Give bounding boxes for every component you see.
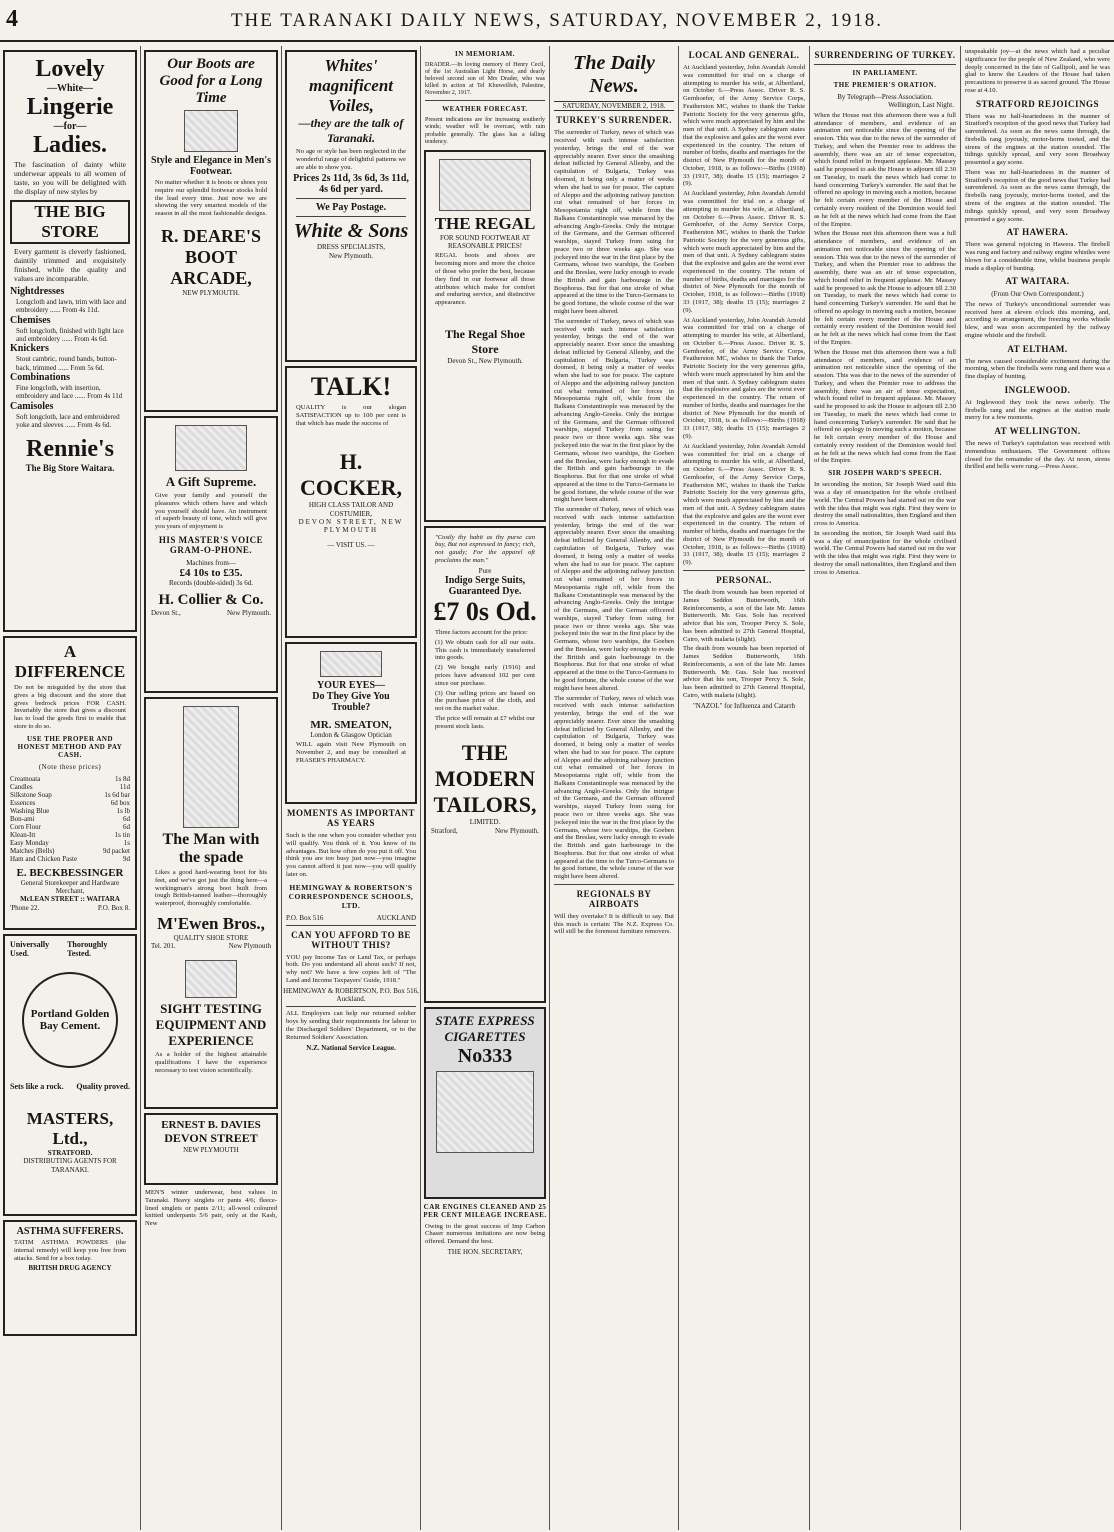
price-row <box>10 791 130 799</box>
asthma-agency: BRITISH DRUG AGENCY <box>28 1264 112 1273</box>
local-title: LOCAL AND GENERAL. <box>688 50 800 60</box>
masters-name: MASTERS, Ltd., <box>26 1109 114 1148</box>
regal-sub: FOR SOUND FOOTWEAR AT REASONABLE PRICES! <box>439 233 531 251</box>
item-desc: Stout cambric, round bands, button-back, trimmed ...... From 5s 6d. <box>16 355 117 372</box>
item-desc: Soft longcloth, lace and embroidered yoke and sleeves ...... From 4s 6d. <box>16 412 120 430</box>
weather-title: WEATHER FORECAST. <box>442 105 528 114</box>
item-desc: Soft longcloth, finished with light lace and embroidery ...... From 4s 6d. <box>16 326 124 343</box>
masters-agents: DISTRIBUTING AGENTS FOR TARANAKI. <box>23 1157 117 1174</box>
intro-body: unspeakable joy—at the news which had a peculiar significance for the people of New Zealand, who were deeply concerned in the fate of Gallipoli, and he was glad to know the Leaders of the House had taken precautions to preserve it as sacred ground. The House rose at 4.10. <box>965 48 1110 94</box>
wellington-title: AT WELLINGTON. <box>994 426 1081 437</box>
local-body: At Auckland yesterday, John Avandah Arnold was committed for trial on a charge of attempting to murder his wife, at Albertland, on October 6.—Press Assoc. Driver R. S. Gernhoefer, of the Army Service Corps, Featherston MC, wishes to thank the Turkie Patriotic Society for the very generous gifts, which were much appreciated by him and the men of that unit. A Sydney cablegram states that the explosive and gales are the worst ever experienced in the country. The return of number of births, deaths and marriages for the district of New Plymouth for the month of October, 1918, is as follows:—Births (1918) 33 (1917, 38); deaths 15 (15); marriages 2 (9). <box>683 316 805 440</box>
regal-title: THE REGAL <box>434 213 536 233</box>
stratford-title: STRATFORD REJOICINGS <box>975 98 1100 109</box>
price-item: Corn Flour <box>10 822 41 831</box>
asthma-title: ASTHMA SUFFERERS. <box>16 1226 124 1237</box>
hemingway-name: HEMINGWAY & ROBERTSON'S CORRESPONDENCE SCHOOLS, LTD. <box>288 882 414 910</box>
three-factors: Three factors account for the price: <box>435 629 528 637</box>
price-row <box>10 807 130 815</box>
eyes-sub: Do They Give You Trouble? <box>312 691 390 713</box>
regionals-title: REGIONALS BY AIRBOATS <box>576 888 652 909</box>
waitara-sub: (From Our Own Correspondent.) <box>991 290 1084 299</box>
beckbessinger-phone: 'Phone 22. <box>10 903 40 912</box>
asthma-ad <box>3 1220 137 1336</box>
surrender-body: When the House met this afternoon there was a full attendance of members, and evidence of an animation not noticeable since the opening of the session. This was due to the news of the surrender of Turkey, and when the Premier rose to address the assembly, there was an air of tense expectation, which found relief in frequent applause. Mr. Massey said he proposed to ask the House to adjourn till 2.30 on Tuesday, to mark the news which had come to hand concerning Turkey's surrender. He said that he offered no apology in moving such a motion, because he felt certain every member of the House and certainly every resident of the Dominion would feel as he felt at the news which had come from the East of the Empire. <box>814 111 956 228</box>
price-note: The price will remain at £7 whilst our present stock lasts. <box>435 714 535 730</box>
boots-style: Style and Elegance in Men's Footwear. <box>151 155 272 177</box>
surrender-body: When the House met this afternoon there was a full attendance of members, and evidence of an animation not noticeable since the opening of the session. This was due to the news of the surrender of Turkey, and when the Premier rose to address the assembly, there was an air of tense expectation, which found relief in frequent applause. Mr. Massey said he proposed to ask the House to adjourn till 2.30 on Tuesday, to mark the news which had come to hand concerning Turkey's surrender. He said that he offered no apology in moving such a motion, because he felt certain every member of the House and certainly every resident of the Dominion would feel as he felt at the news which had come from the East of the Empire. <box>814 230 956 346</box>
item-name: Camisoles <box>10 400 54 412</box>
personal-body: The death from wounds has been reported of James Seddon Butterworth, 16th Reinforcements, a son of the late Mr. James Butterworth. Mr. Gus. Sole has received advice that his son, Trooper Percy S. Sole, has been admitted to 27th General Hospital, Cairo, with malaria (slight). <box>683 645 805 699</box>
shoe-illustration-icon <box>439 159 531 211</box>
date-line: SATURDAY, NOVEMBER 2, 1918. <box>554 101 674 111</box>
afford-body: YOU pay Income Tax or Land Tax, or perhaps both. Do you understand all about such? If not, why not? We have a few copies left of "The Land and Income Taxpayers' Guide, 1918." <box>286 953 416 984</box>
price-value: 1s tin <box>114 830 130 839</box>
smeaton-body: WILL again visit New Plymouth on November 2, and may be consulted at FRASER'S PHARMACY. <box>296 741 406 764</box>
suit-price: £7 0s Od. <box>433 597 537 627</box>
state-express-number: No333 <box>457 1044 513 1067</box>
difference-body: Do not be misguided by the store that gives a big discount and the store that gives bedrock prices FOR CASH. Invariably the store that gives a discount has to load the goods first to enable that store to do so. <box>14 684 126 730</box>
column-6 <box>679 46 810 1530</box>
price-row <box>10 839 130 847</box>
cigarette-tin-icon <box>436 1071 534 1153</box>
hawera-title: AT HAWERA. <box>1006 227 1069 238</box>
mens-underwear: MEN'S winter underwear, best values in Taranaki. Heavy singlets or pants 4/6; fleece-lined singlets or pants 2/11; all-wool coloured knitted underpants 5/6 pair, only at the Kash, New <box>145 1189 277 1228</box>
visit-us: — VISIT US. — <box>327 540 375 549</box>
hemingway-box: P.O. Box 516 <box>286 913 324 922</box>
masthead-title: THE TARANAKI DAILY NEWS, SATURDAY, NOVEMBER 2, 1918. <box>230 10 884 31</box>
cement-bottom-left: Sets like a rock. <box>10 1082 64 1091</box>
factor-item: (1) We obtain cash for all our suits. This cash is immediately transferred into goods. <box>435 638 535 662</box>
lingerie-heading-3: Lingerie <box>26 94 114 120</box>
afford-title: CAN YOU AFFORD TO BE WITHOUT THIS? <box>291 929 411 950</box>
eyes-title: YOUR EYES— <box>316 680 386 691</box>
item-name: Combinations <box>10 372 71 384</box>
boots-title: Our Boots are Good for a Long Time <box>159 56 263 106</box>
editorial-body: The surrender of Turkey, news of which was received with such intense satisfaction yesterday, brings the end of the war appreciably nearer. Ever since the smashing defeat inflicted by General Allenby, and the capitulation of Bulgaria, Turkey was doomed, it being only a matter of weeks when she had to sue for peace. The capture of Aleppo and the adjoining railway junction cut what remained of her forces in Mesopotamia right off, while from the Balkans Constantinople was menaced by the advancing Anglo-Greeks. Only the intrigue of the Germans, and the German officered warships, stayed Turkey from suing for peace two or three weeks ago. She was jockeyed into the war in the first place by the Germans, whose two warships, the Goeben and the Breslau, were lucky enough to evade the British and gain harbourage in the Bosphorus. But for that one stroke of what appeared at the time to the Turco-Germans to be good fortune, the whole course of the war might have been altered. <box>554 694 674 881</box>
modern-name: THE MODERN TAILORS, <box>433 740 537 818</box>
difference-ad <box>3 636 137 930</box>
item-desc: Fine longcloth, with insertion, embroidery and lace ...... From 4s 11d <box>16 384 123 401</box>
costly-quote: "Costly thy habit as thy purse can buy, But not expressed in fancy; rich, not gaudy; For the apparel oft proclaims the man." <box>435 533 535 564</box>
spade-body: Likes a good hard-wearing boot for his feet, and we've got just the thing here—a workingman's strong boot built from tough British-tanned leather—thoroughly waterproof, thoroughly comfortable. <box>155 869 267 908</box>
editorial-title: TURKEY'S SURRENDER. <box>555 115 673 126</box>
moments-title: MOMENTS AS IMPORTANT AS YEARS <box>286 808 416 828</box>
local-body: At Auckland yesterday, John Avandah Arnold was committed for trial on a charge of attempting to murder his wife, at Albertland, on October 6.—Press Assoc. Driver R. S. Gernhoefer, of the Army Service Corps, Featherston MC, wishes to thank the Turkie Patriotic Society for the very generous gifts, which were much appreciated by him and the men of that unit. A Sydney cablegram states that the explosive and gales are the worst ever experienced in the country. The return of number of births, deaths and marriages for the district of New Plymouth for the month of October, 1918, is as follows:—Births (1918) 33 (1917, 38); deaths 15 (15); marriages 2 (9). <box>683 190 805 314</box>
regal-ad <box>424 150 546 522</box>
factor-item: (2) We bought early (1916) and prices have advanced 102 per cent since our purchase. <box>435 664 535 687</box>
gift-body: Give your family and yourself the pleasures which others have and which you yourself should have. An instrument of superb beauty of tone, which will give you years of enjoyment is <box>155 492 267 531</box>
item-name: Chemises <box>10 314 51 326</box>
cocker-sub: HIGH CLASS TAILOR AND COSTUMIER, <box>308 501 394 518</box>
mewen-name: M'Ewen Bros., <box>157 913 265 933</box>
lingerie-ad <box>3 50 137 632</box>
price-value: 11d <box>119 782 130 791</box>
state-express-name: STATE EXPRESS CIGARETTES <box>435 1012 535 1044</box>
weather-body: Present indications are for increasing southerly winds; weather will be overcast, with rain probable generally. The glass has a falling tendency. <box>425 117 545 145</box>
voiles-title: Whites' magnificent Voiles, <box>308 56 394 115</box>
price-row <box>10 855 130 863</box>
deare-name: R. DEARE'S BOOT ARCADE, <box>160 225 262 288</box>
oration-heading: THE PREMIER'S ORATION. <box>833 81 937 89</box>
column-3 <box>282 46 421 1530</box>
price-item: Washing Blue <box>10 806 50 815</box>
deare-town: NEW PLYMOUTH. <box>182 288 240 297</box>
moments-body: Such is the one when you consider whether you will qualify. You think of it. You know of its advantages. But how often do you put it off. You think you are too busy just now—you imagine you cannot afford it just now—you will qualify later on. <box>286 832 416 878</box>
personal-body: The death from wounds has been reported of James Seddon Butterworth, 16th Reinforcements, a son of the late Mr. James Butterworth. Mr. Gus. Sole has received advice that his son, Trooper Percy S. Sole, has been admitted to 27th General Hospital, Cairo, with malaria (slight). <box>683 589 805 643</box>
modern-left: Stratford, <box>431 826 458 835</box>
item-name: Nightdresses <box>10 285 65 297</box>
price-value: 6d box <box>110 798 130 807</box>
eye-icon <box>185 960 237 998</box>
machines-price: £4 10s to £35. <box>179 567 243 580</box>
spade-ad <box>144 697 278 1109</box>
collier-addr-right: New Plymouth. <box>227 608 271 617</box>
gramophone-name: HIS MASTER'S VOICE GRAM-O-PHONE. <box>158 534 264 555</box>
hemingway-footer: HEMINGWAY & ROBERTSON, P.O. Box 516, Auckland. <box>283 986 419 1004</box>
cement-name: Portland Golden Bay Cement. <box>30 1008 110 1032</box>
cement-top <box>10 940 130 958</box>
state-express-ad <box>424 1007 546 1199</box>
waitara-body: The news of Turkey's unconditional surrender was received here at eleven o'clock this morning, and, according to arrangement, the freezing works whistle blew, and was soon accompanied by the railway engine whistle and the firebell. <box>965 300 1110 339</box>
column-8 <box>961 46 1114 1530</box>
gramophone-ad <box>144 416 278 693</box>
regionals-body: Will they overtake? It is difficult to say. But this much is certain: The N.Z. Express Co. will still be the foremost furniture removers. <box>554 912 674 936</box>
inglewood-title: INGLEWOOD. <box>1004 384 1071 395</box>
pure-label: Pure <box>478 566 492 575</box>
price-value: 6d <box>123 822 130 831</box>
surrender-body: When the House met this afternoon there was a full attendance of members, and evidence of an animation not noticeable since the opening of the session. This was due to the news of the surrender of Turkey, and when the Premier rose to address the assembly, there was an air of tense expectation, which found relief in frequent applause. Mr. Massey said he proposed to ask the House to adjourn till 2.30 on Tuesday, to mark the news which had come to hand concerning Turkey's surrender. He said that he offered no apology in moving such a motion, because he felt certain every member of the House and certainly every resident of the Dominion would feel as he felt at the news which had come from the East of the Empire. <box>814 348 956 465</box>
cocker-ad <box>285 366 417 638</box>
price-value: 9d <box>123 854 130 863</box>
davies-name: ERNEST B. DAVIES <box>161 1119 261 1131</box>
voiles-sub: —they are the talk of Taranaki. <box>298 116 404 145</box>
gift-title: A Gift Supreme. <box>165 474 257 489</box>
mewen-tel: Tel. 201. <box>151 942 176 951</box>
eltham-body: The news caused considerable excitement during the morning, when the firebells were rung and there was a fine display of bunting. <box>965 357 1110 381</box>
price-row <box>10 799 130 807</box>
column-5 <box>550 46 679 1530</box>
personal-title: PERSONAL. <box>716 575 772 585</box>
price-list <box>10 775 130 863</box>
white-sons-logo: White & Sons <box>293 220 409 243</box>
cement-ad <box>3 934 137 1216</box>
hemingway-contact <box>286 914 416 922</box>
price-row <box>10 815 130 823</box>
lingerie-item <box>10 401 130 430</box>
price-item: Bon-ami <box>10 814 35 823</box>
by-telegraph: By Telegraph—Press Association. <box>837 93 933 101</box>
column-4 <box>421 46 550 1530</box>
price-row <box>10 831 130 839</box>
talk-title: TALK! <box>310 372 392 401</box>
local-body: At Auckland yesterday, John Avandah Arnold was committed for trial on a charge of attempting to murder his wife, at Albertland, on October 6.—Press Assoc. Driver R. S. Gernhoefer, of the Army Service Corps, Featherston MC, wishes to thank the Turkie Patriotic Society for the very generous gifts, which were much appreciated by him and the men of that unit. A Sydney cablegram states that the explosive and gales are the worst ever experienced in the country. The return of number of births, deaths and marriages for the district of New Plymouth for the month of October, 1918, is as follows:—Births (1918) 33 (1917, 38); deaths 15 (15); marriages 2 (9). <box>683 64 805 188</box>
spade-title: The Man with the spade <box>162 831 260 866</box>
price-row <box>10 847 130 855</box>
parliament-heading: IN PARLIAMENT. <box>852 69 918 77</box>
ward-body: In seconding the motion, Sir Joseph Ward said this was a day of emancipation for the whole civilised world. The Central Powers had started out on the war with the idea that might was right. First they were to destroy the small nationalities, then England and then cross to America. <box>814 481 956 528</box>
sight-title: SIGHT TESTING EQUIPMENT AND EXPERIENCE <box>155 1001 267 1049</box>
price-item: Creamoata <box>10 774 41 783</box>
talk-body: QUALITY is our slogan SATISFACTION up to 100 per cent is that which has made the success of <box>296 404 406 427</box>
price-item: Silkstone Soap <box>10 790 52 799</box>
collier-addr-left: Devon St., <box>151 608 181 617</box>
big-store-note: Every garment is cleverly fashioned, daintily trimmed and exquisitely finished, while the quality and values are incomparable. <box>14 247 126 283</box>
asthma-body: TATIM ASTHMA POWDERS (the internal remedy) will keep you free from attacks. Send for a box today. <box>14 1239 126 1262</box>
local-body: At Auckland yesterday, John Avandah Arnold was committed for trial on a charge of attempting to murder his wife, at Albertland, on October 6.—Press Assoc. Driver R. S. Gernhoefer, of the Army Service Corps, Featherston MC, wishes to thank the Turkie Patriotic Society for the very generous gifts, which were much appreciated by him and the men of that unit. A Sydney cablegram states that the explosive and gales are the worst ever experienced in the country. The return of number of births, deaths and marriages for the district of New Plymouth for the month of October, 1918, is as follows:—Births (1918) 33 (1917, 38); deaths 15 (15); marriages 2 (9). <box>683 442 805 567</box>
price-value: 9d packet <box>102 846 130 855</box>
boots-body: No matter whether it is boots or shoes you require our splendid footwear stocks hold the lead every time. Just now we are showing the very smartest models of the season in all the most fashionable designs. <box>155 179 267 218</box>
records-price: Records (double-sided) 3s 6d. <box>169 579 253 588</box>
stratford-body: There was no half-heartedness in the manner of Stratford's reception of the good news that Turkey had surrendered. As soon as the news came through, the firebells rang joyously, motor-horns tooted, and the sirens of the engines at the station sounded. The tidings quickly spread, and very soon Broadway presented a gay scene. <box>965 168 1110 223</box>
lingerie-item <box>10 286 130 315</box>
price-value: 1s <box>123 838 130 847</box>
rennies-logo: Rennie's <box>25 435 114 462</box>
cement-top-left: Universally Used. <box>10 940 50 958</box>
difference-title: A DIFFERENCE <box>14 642 126 681</box>
cement-top-right: Thoroughly Tested. <box>67 940 108 958</box>
price-row <box>10 775 130 783</box>
cocker-name: H. COCKER, <box>299 449 403 501</box>
optician-ad <box>285 642 417 804</box>
editorial-body: The surrender of Turkey, news of which was received with such intense satisfaction yesterday, brings the end of the war appreciably nearer. Ever since the smashing defeat inflicted by General Allenby, and the capitulation of Bulgaria, Turkey was doomed, it being only a matter of weeks when she had to sue for peace. The capture of Aleppo and the adjoining railway junction cut what remained of her forces in Mesopotamia right off, while from the Balkans Constantinople was menaced by the advancing Anglo-Greeks. Only the intrigue of the Germans, and the German officered warships, stayed Turkey from suing for peace two or three weeks ago. She was jockeyed into the war in the first place by the Germans, whose two warships, the Goeben and the Breslau, were lucky enough to evade the British and gain harbourage in the Bosphorus. But for that one stroke of what appeared at the time to the Turco-Germans to be good fortune, the whole course of the war might have been altered. <box>554 129 674 315</box>
lingerie-heading-1: Lovely <box>35 56 105 82</box>
smeaton-name: MR. SMEATON, <box>310 719 392 731</box>
lingerie-heading-5: Ladies. <box>32 132 107 158</box>
editorial-body: The surrender of Turkey, news of which was received with such intense satisfaction yesterday, brings the end of the war appreciably nearer. Ever since the smashing defeat inflicted by General Allenby, and the capitulation of Bulgaria, Turkey was doomed, it being only a matter of weeks when she had to sue for peace. The capture of Aleppo and the adjoining railway junction cut what remained of her forces in Mesopotamia right off, while from the Balkans Constantinople was menaced by the advancing Anglo-Greeks. Only the intrigue of the Germans, and the German officered warships, stayed Turkey from suing for peace two or three weeks ago. She was jockeyed into the war in the first place by the Germans, whose two warships, the Goeben and the Breslau, were lucky enough to evade the British and gain harbourage in the Bosphorus. But for that one stroke of what appeared at the time to the Turco-Germans to be good fortune, the whole course of the war might have been altered. <box>554 506 674 692</box>
worker-illustration-icon <box>183 706 239 828</box>
voiles-body: No age or style has been neglected in the wonderful range of delightful patterns we are able to show you. <box>296 148 406 171</box>
engines-body: Owing to the great success of Imp Carbon Chaser numerous imitations are now being offered. Demand the best. <box>425 1222 545 1246</box>
cement-circle <box>22 972 118 1068</box>
surrender-title: SURRENDERING OF TURKEY. <box>814 50 956 60</box>
davies-town: NEW PLYMOUTH <box>183 1146 239 1154</box>
inglewood-body: At Inglewood they took the news soberly. The firebells rang and the engines at the station made merry for a few moments. <box>965 398 1110 422</box>
hon-secretary: THE HON. SECRETARY, <box>447 1248 523 1256</box>
modern-right: New Plymouth. <box>495 826 539 835</box>
ward-body: In seconding the motion, Sir Joseph Ward said this was a day of emancipation for the whole civilised world. The Central Powers had started out on the war with the idea that might was right. First they were to destroy the small nationalities, then England and then cross to America. <box>814 529 956 576</box>
price-value: 1s 6d bar <box>104 790 130 799</box>
column-2 <box>141 46 282 1530</box>
column-1 <box>0 46 141 1530</box>
boot-illustration-icon <box>184 110 238 152</box>
voiles-prices: Prices 2s 11d, 3s 6d, 3s 11d, 4s 6d per yard. <box>293 173 409 196</box>
postage-note: We Pay Postage. <box>315 202 387 214</box>
lingerie-intro: The fascination of dainty white underwear appeals to all women of taste, so you will be delighted with the display of new styles by <box>14 160 126 196</box>
beckbessinger-name: E. BECKBESSINGER <box>16 866 124 879</box>
white-sons-sub: DRESS SPECIALISTS, <box>316 243 386 252</box>
memoriam-body: DRADER.—In loving memory of Henry Cecil, of the 1st Australian Light Horse, and dearly beloved second son of Mrs Drader, who was killed in action at Tel Khuweilfeh, Palestine, November 2, 1917. <box>425 62 545 97</box>
mewen-town: New Plymouth <box>228 942 271 951</box>
hawera-body: There was general rejoicing in Hawera. The firebell was rung and factory and railway engine whistles were blown for a considerable time, whilst business people made a display of bunting. <box>965 241 1111 272</box>
modern-ltd: LIMITED. <box>469 818 501 827</box>
lingerie-item <box>10 315 130 344</box>
ward-title: SIR JOSEPH WARD'S SPEECH. <box>828 469 942 478</box>
masters-town: STRATFORD. <box>47 1149 93 1157</box>
lingerie-heading-2: —White— <box>46 83 94 94</box>
wellington-body: The news of Turkey's capitulation was received with tremendous enthusiasm. The Government offices closed for the remainder of the day. At noon, sirens thrilled and bells were rung.—Press Assoc. <box>965 440 1110 471</box>
item-name: Knickers <box>10 343 49 355</box>
regal-shop: The Regal Shoe Store <box>444 326 525 356</box>
beckbessinger-sub: General Storekeeper and Hardware Merchant, <box>20 878 120 895</box>
beckbessinger-address: McLEAN STREET :: WAITARA <box>20 895 120 904</box>
memoriam-title: IN MEMORIAM. <box>454 50 516 58</box>
cocker-address: DEVON STREET, NEW PLYMOUTH <box>298 518 404 535</box>
editorial-body: The surrender of Turkey, news of which was received with such intense satisfaction yesterday, brings the end of the war appreciably nearer. Ever since the smashing defeat inflicted by General Allenby, and the capitulation of Bulgaria, Turkey was doomed, it being only a matter of weeks when she had to sue for peace. The capture of Aleppo and the adjoining railway junction cut what remained of her forces in Mesopotamia right off, while from the Balkans Constantinople was menaced by the advancing Anglo-Greeks. Only the intrigue of the Germans, and the German officered warships, stayed Turkey from suing for peace two or three weeks ago. She was jockeyed into the war in the first place by the Germans, whose two warships, the Goeben and the Breslau, were lucky enough to evade the British and gain harbourage in the Bosphorus. But for that one stroke of what appeared at the time to the Turco-Germans to be good fortune, the whole course of the war might have been altered. <box>554 317 674 504</box>
collier-address <box>151 609 271 617</box>
smeaton-sub: London & Glasgow Optician <box>310 731 392 739</box>
item-desc: Longcloth and lawn, trim with lace and embroidery ...... From 4s 11d. <box>16 297 127 315</box>
price-value: 6d <box>123 814 130 823</box>
page-number: 4 <box>6 6 18 32</box>
price-row <box>10 823 130 831</box>
davies-ad <box>144 1113 278 1185</box>
nameplate: The Daily News. <box>573 52 655 97</box>
price-item: Ham and Chicken Paste <box>10 854 78 863</box>
collier-name: H. Collier & Co. <box>158 591 264 608</box>
modern-tailors-ad <box>424 526 546 1003</box>
voiles-ad <box>285 50 417 362</box>
proper-method: USE THE PROPER AND HONEST METHOD AND PAY CASH. <box>17 734 123 759</box>
mewen-sub: QUALITY SHOE STORE <box>173 933 249 942</box>
eltham-title: AT ELTHAM. <box>1007 343 1068 354</box>
lingerie-heading-4: —for— <box>53 121 87 132</box>
price-value: 1s 8d <box>115 774 130 783</box>
nazol-ad: "NAZOL" for Influenza and Catarrh <box>692 701 796 710</box>
waitara-title: AT WAITARA. <box>1005 276 1070 287</box>
spectacles-icon <box>320 651 382 677</box>
price-value: 1s lb <box>116 806 130 815</box>
masthead <box>0 0 1114 42</box>
hemingway-city: AUCKLAND <box>376 913 416 922</box>
modern-address <box>431 827 539 835</box>
white-sons-town: New Plymouth. <box>329 251 373 260</box>
davies-address: DEVON STREET <box>164 1131 258 1145</box>
soldiers-body: ALL Employers can help our returned soldier boys by sending their requirements for labour to the Discharged Soldiers' Department, or to the Returned Soldiers' Association. <box>286 1010 416 1041</box>
column-7 <box>810 46 961 1530</box>
price-item: Easy Monday <box>10 838 49 847</box>
beckbessinger-contact <box>10 904 130 912</box>
cement-bottom <box>10 1082 130 1091</box>
regal-body: REGAL boots and shoes are becoming more and more the choice of those who prefer the best, because they find in our footwear all those attributes which make for comfort and enduring service, and distinctive appearance. <box>435 252 535 307</box>
engines-title: CAR ENGINES CLEANED AND 25 PER CENT MILEAGE INCREASE. <box>423 1202 547 1219</box>
gramophone-icon <box>175 425 247 471</box>
note-prices: (Note these prices) <box>38 762 102 771</box>
boots-ad <box>144 50 278 412</box>
beckbessinger-box: P.O. Box 8. <box>97 903 130 912</box>
sight-body: As a holder of the highest attainable qualifications I have the experience necessary to test vision scientifically. <box>155 1051 267 1074</box>
cement-bottom-right: Quality proved. <box>76 1082 130 1091</box>
lingerie-item <box>10 343 130 372</box>
big-store-logo: THE BIG STORE <box>10 200 130 244</box>
league-name: N.Z. National Service League. <box>306 1043 396 1052</box>
rennies-sub: The Big Store Waitara. <box>25 462 115 473</box>
factor-item: (3) Our selling prices are based on the purchase price of the cloth, and not on the market value. <box>435 689 535 713</box>
price-item: Matches (Bells) <box>10 846 55 855</box>
serge-title: Indigo Serge Suits, Guaranteed Dye. <box>444 575 526 598</box>
dateline: Wellington, Last Night. <box>888 101 954 110</box>
machines-from: Machines from— <box>186 558 236 567</box>
price-item: Klean-Itt <box>10 830 36 839</box>
regal-address: Devon St., New Plymouth. <box>447 356 523 365</box>
price-item: Candles <box>10 782 33 791</box>
price-row <box>10 783 130 791</box>
lingerie-item <box>10 372 130 401</box>
stratford-body: There was no half-heartedness in the manner of Stratford's reception of the good news that Turkey had surrendered. As soon as the news came through, the firebells rang joyously, motor-horns tooted, and the sirens of the engines at the station sounded. The tidings quickly spread, and very soon Broadway presented a gay scene. <box>965 112 1110 167</box>
mewen-contact <box>151 942 271 950</box>
price-item: Essences <box>10 798 36 807</box>
